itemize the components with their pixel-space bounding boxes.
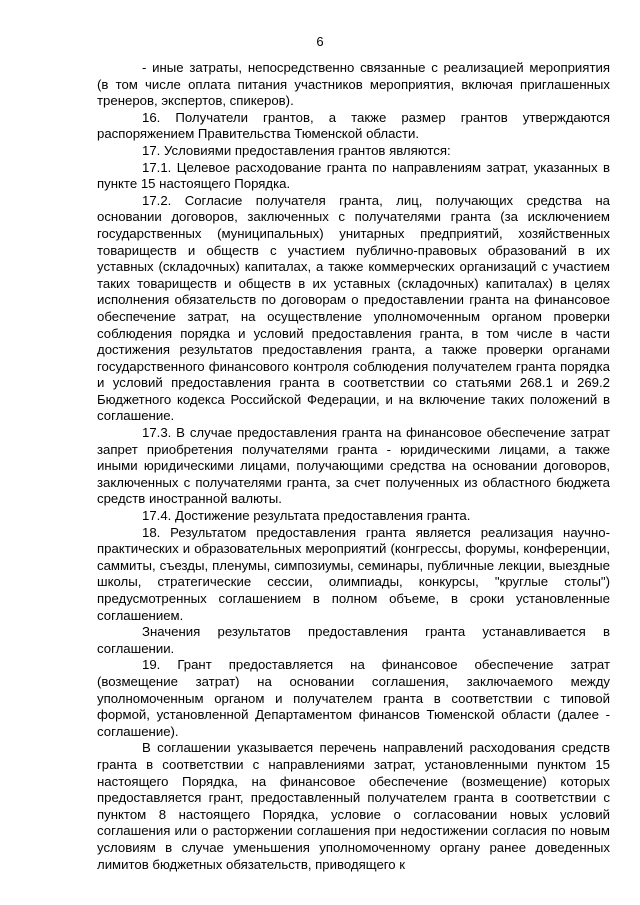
- page-number: 6: [316, 34, 324, 49]
- paragraph-other-costs: - иные затраты, непосредственно связанные с реализацией мероприятия (в том числе оплата питания участников мероприятия, включая приглашенных тренеров, экспертов, спикеров).: [97, 60, 610, 109]
- document-body: [97, 60, 610, 873]
- paragraph-18: 18. Результатом предоставления гранта является реализация научно-практических и образовательных мероприятий (конгрессы, форумы, конференции, саммиты, съезды, пленумы, симпозиумы, семинары, публичные лекции, выездные школы, стратегические сессии, олимпиады, конкурсы, "круглые столы") предусмотренных соглашением в полном объеме, в сроки установленные соглашением.: [97, 524, 610, 623]
- paragraph-17: 17. Условиями предоставления грантов являются:: [142, 142, 451, 158]
- paragraph-result-values: Значения результатов предоставления гранта устанавливается в соглашении.: [97, 624, 610, 656]
- paragraph-17-4: 17.4. Достижение результата предоставления гранта.: [142, 508, 471, 524]
- paragraph-17-2: 17.2. Согласие получателя гранта, лиц, получающих средства на основании договоров, заключенных с получателями гранта (за исключением государственных (муниципальных) унитарных предприятий, хозяйственных товариществ и обществ с участием публично-правовых образований в их уставных (складочных) капиталах, а также коммерческих организаций с участием таких товариществ и обществ в их уставных (складочных) капиталах) в целях исполнения обязательств по договорам о предоставлении гранта на финансовое обеспечение затрат, на осуществление уполномоченным органом проверки соблюдения порядка и условий предоставления гранта, в том числе в части достижения результатов предоставления гранта, а также проверки органами государственного финансового контроля соблюдения получателем гранта порядка и условий предоставления гранта в соответствии со статьями 268.1 и 269.2 Бюджетного кодекса Российской Федерации, и на включение таких положений в соглашение.: [97, 192, 610, 424]
- paragraph-19: 19. Грант предоставляется на финансовое обеспечение затрат (возмещение затрат) на основании соглашения, заключаемого между уполномоченным органом и получателем гранта в соответствии с типовой формой, установленной Департаментом финансов Тюменской области (далее - соглашение).: [97, 657, 610, 739]
- paragraph-17-3: 17.3. В случае предоставления гранта на финансовое обеспечение затрат запрет приобретения получателями гранта - юридическими лицами, а также иными юридическими лицами, получающими средства на основании договоров, заключенных с получателями гранта, за счет полученных из областного бюджета средств иностранной валюты.: [97, 425, 610, 507]
- paragraph-17-1: 17.1. Целевое расходование гранта по направлениям затрат, указанных в пункте 15 настоящего Порядка.: [97, 159, 610, 192]
- paragraph-16: 16. Получатели грантов, а также размер грантов утверждаются распоряжением Правительства Тюменской области.: [97, 109, 610, 142]
- paragraph-agreement-contents: В соглашении указывается перечень направлений расходования средств гранта в соответствии с направлениями затрат, установленными пунктом 15 настоящего Порядка, на финансовое обеспечение (возмещение) которых предоставляется грант, предоставленный получателем гранта в соответствии с пунктом 8 настоящего Порядка, условие о согласовании новых условий соглашения или о расторжении соглашения при недостижении согласия по новым условиям в случае уменьшения уполномоченному органу ранее доведенных лимитов бюджетных обязательств, приводящего к: [97, 740, 610, 872]
